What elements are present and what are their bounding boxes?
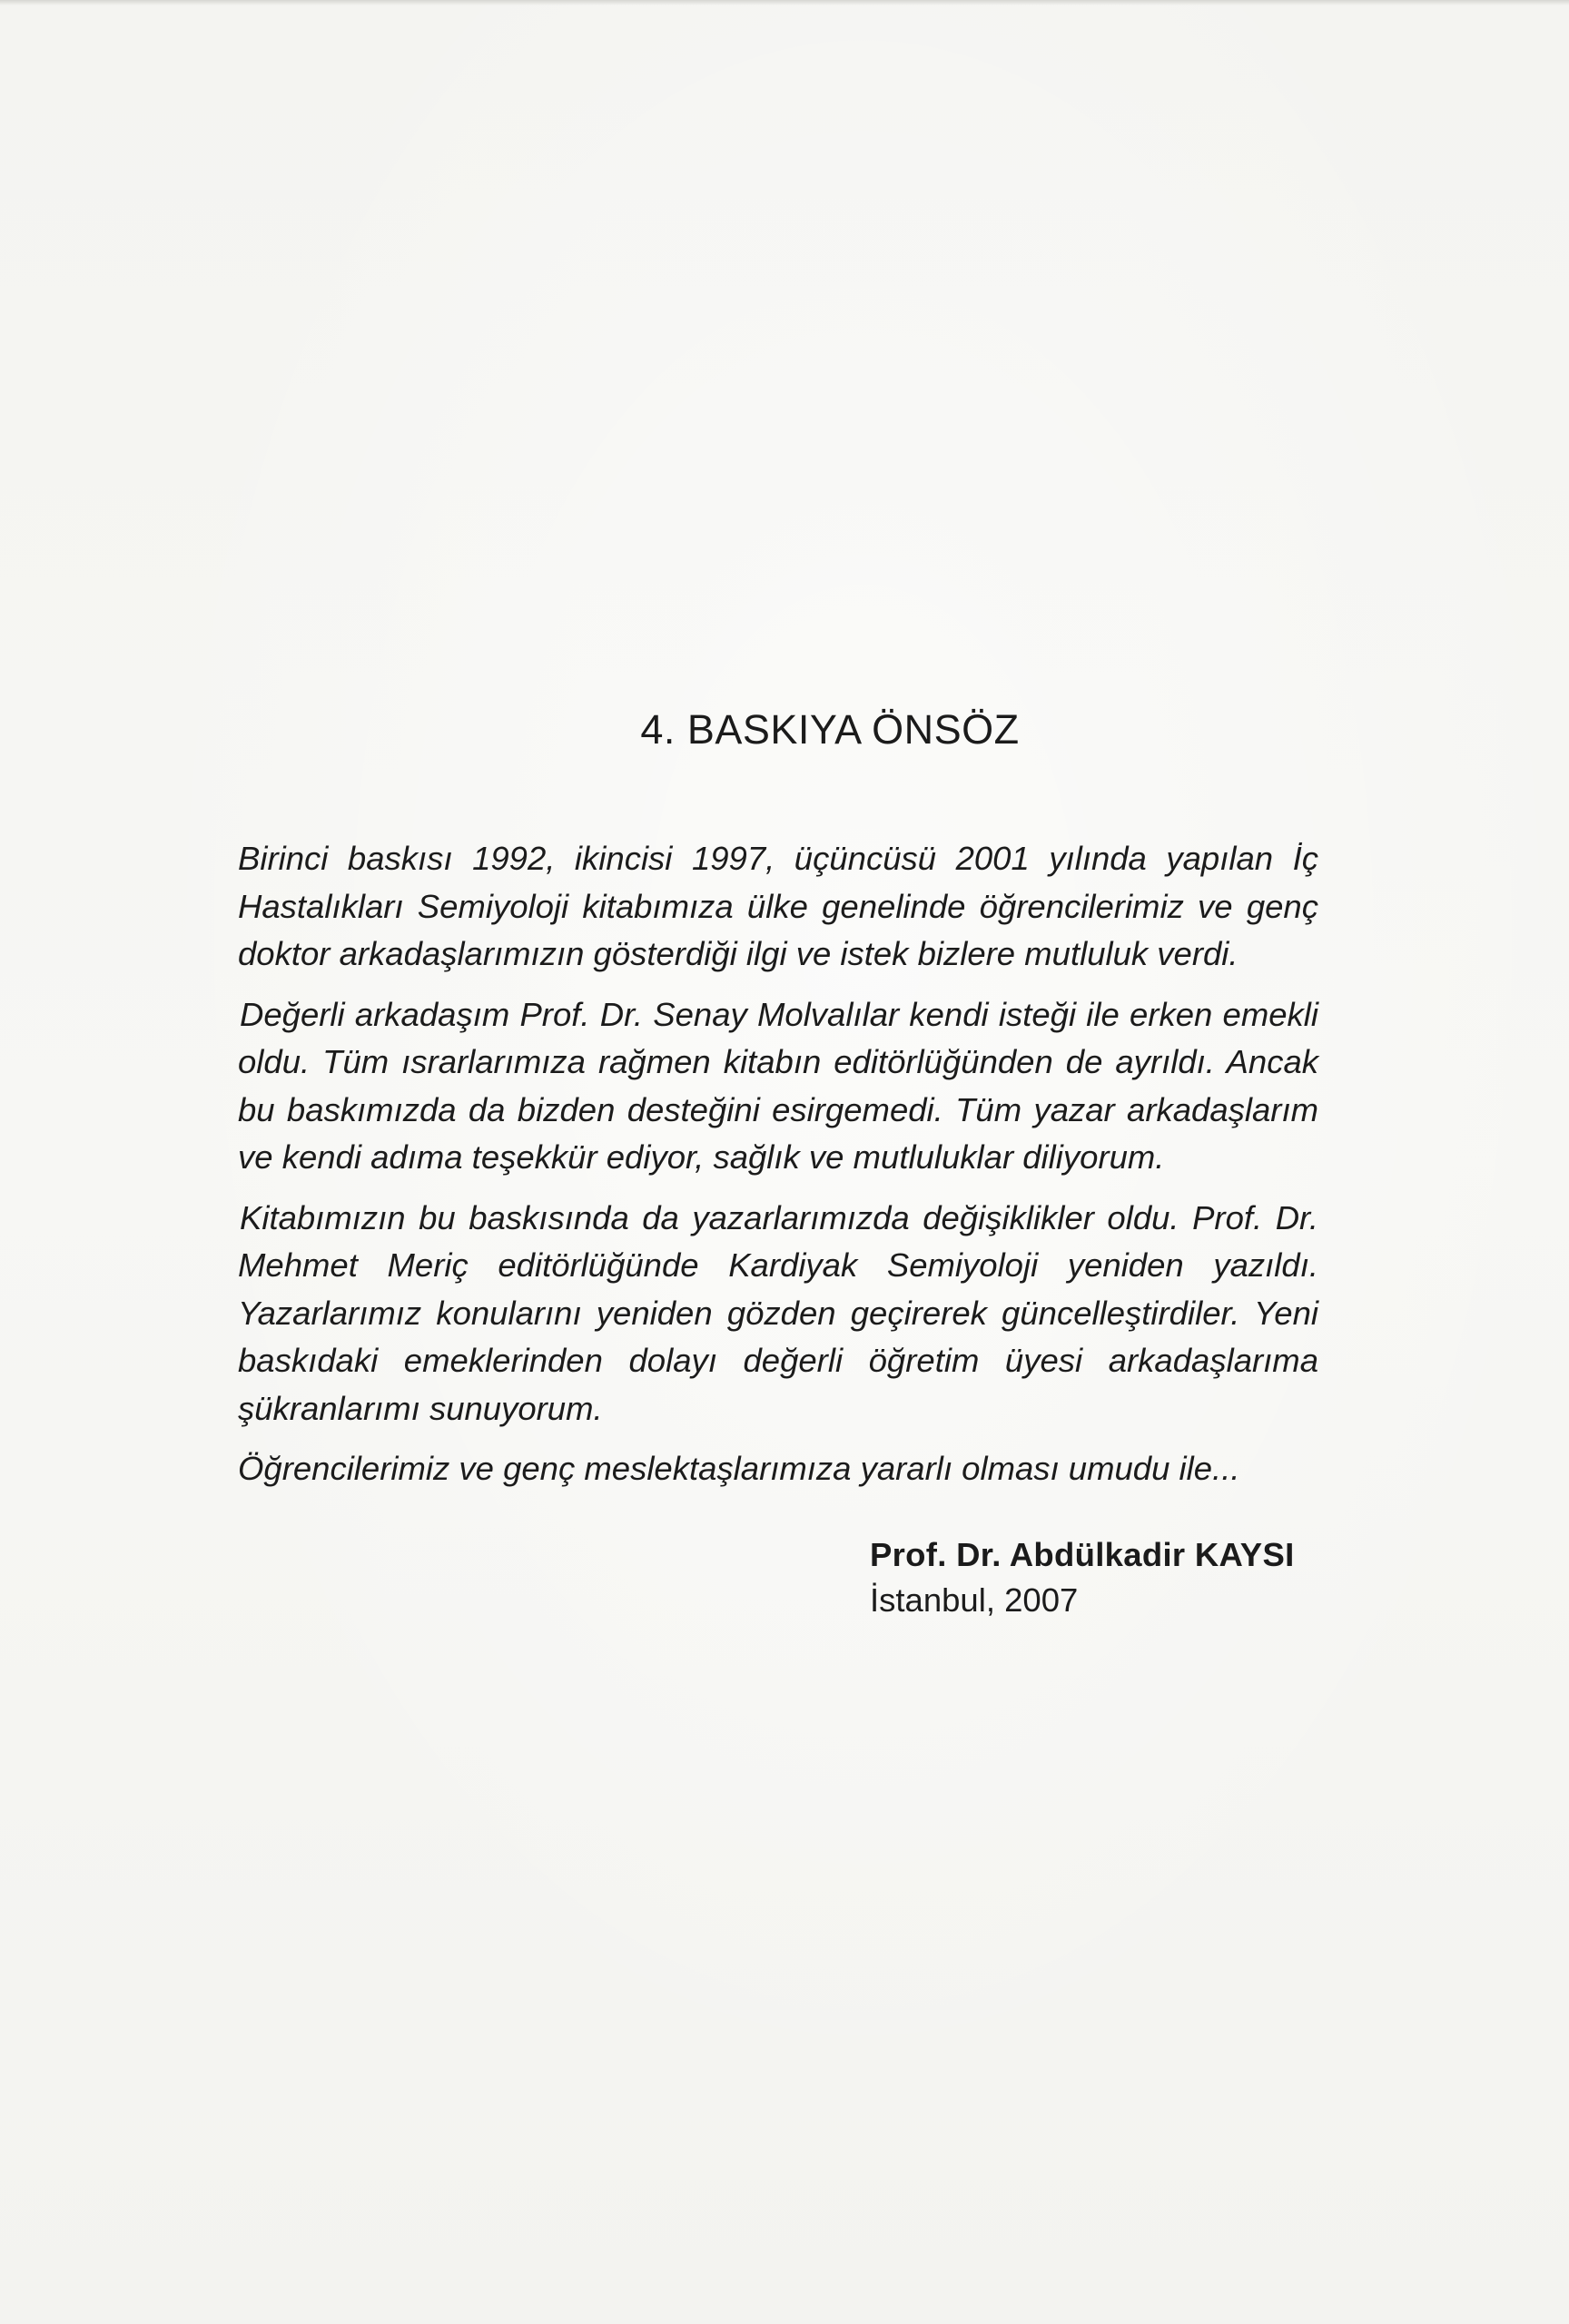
paragraph-2: Değerli arkadaşım Prof. Dr. Senay Molvalılar kendi isteği ile erken emekli oldu. Tüm ısrarlarımıza rağmen kitabın editörlüğünden de ayrıldı. Ancak bu baskımızda da bizden desteğini esirgemedi. Tüm yazar arkadaşlarım ve kendi adıma teşekkür ediyor, sağlık ve mutluluklar diliyorum. xyxy=(238,995,1318,1176)
paragraph-4: Öğrencilerimiz ve genç meslektaşlarımıza yararlı olması umudu ile... xyxy=(238,1450,1240,1487)
preface-body xyxy=(238,835,1318,1506)
signature-place-date: İstanbul, 2007 xyxy=(870,1581,1079,1619)
signature-block xyxy=(870,1532,1295,1623)
page-top-edge xyxy=(0,0,1569,5)
paragraph-3: Kitabımızın bu baskısında da yazarlarımızda değişiklikler oldu. Prof. Dr. Mehmet Meriç editörlüğünde Kardiyak Semiyoloji yeniden yazıldı. Yazarlarımız konularını yeniden gözden geçirerek güncelleştirdiler. Yeni baskıdaki emeklerinden dolayı değerli öğretim üyesi arkadaşlarıma şükranlarımı sunuyorum. xyxy=(238,1198,1318,1427)
signature-name: Prof. Dr. Abdülkadir KAYSI xyxy=(870,1536,1295,1573)
page-title: 4. BASKIYA ÖNSÖZ xyxy=(640,706,1020,753)
paragraph-1: Birinci baskısı 1992, ikincisi 1997, üçüncüsü 2001 yılında yapılan İç Hastalıkları Semiyoloji kitabımıza ülke genelinde öğrencilerimiz ve genç doktor arkadaşlarımızın gösterdiği ilgi ve istek bizlere mutluluk verdi. xyxy=(238,840,1318,972)
